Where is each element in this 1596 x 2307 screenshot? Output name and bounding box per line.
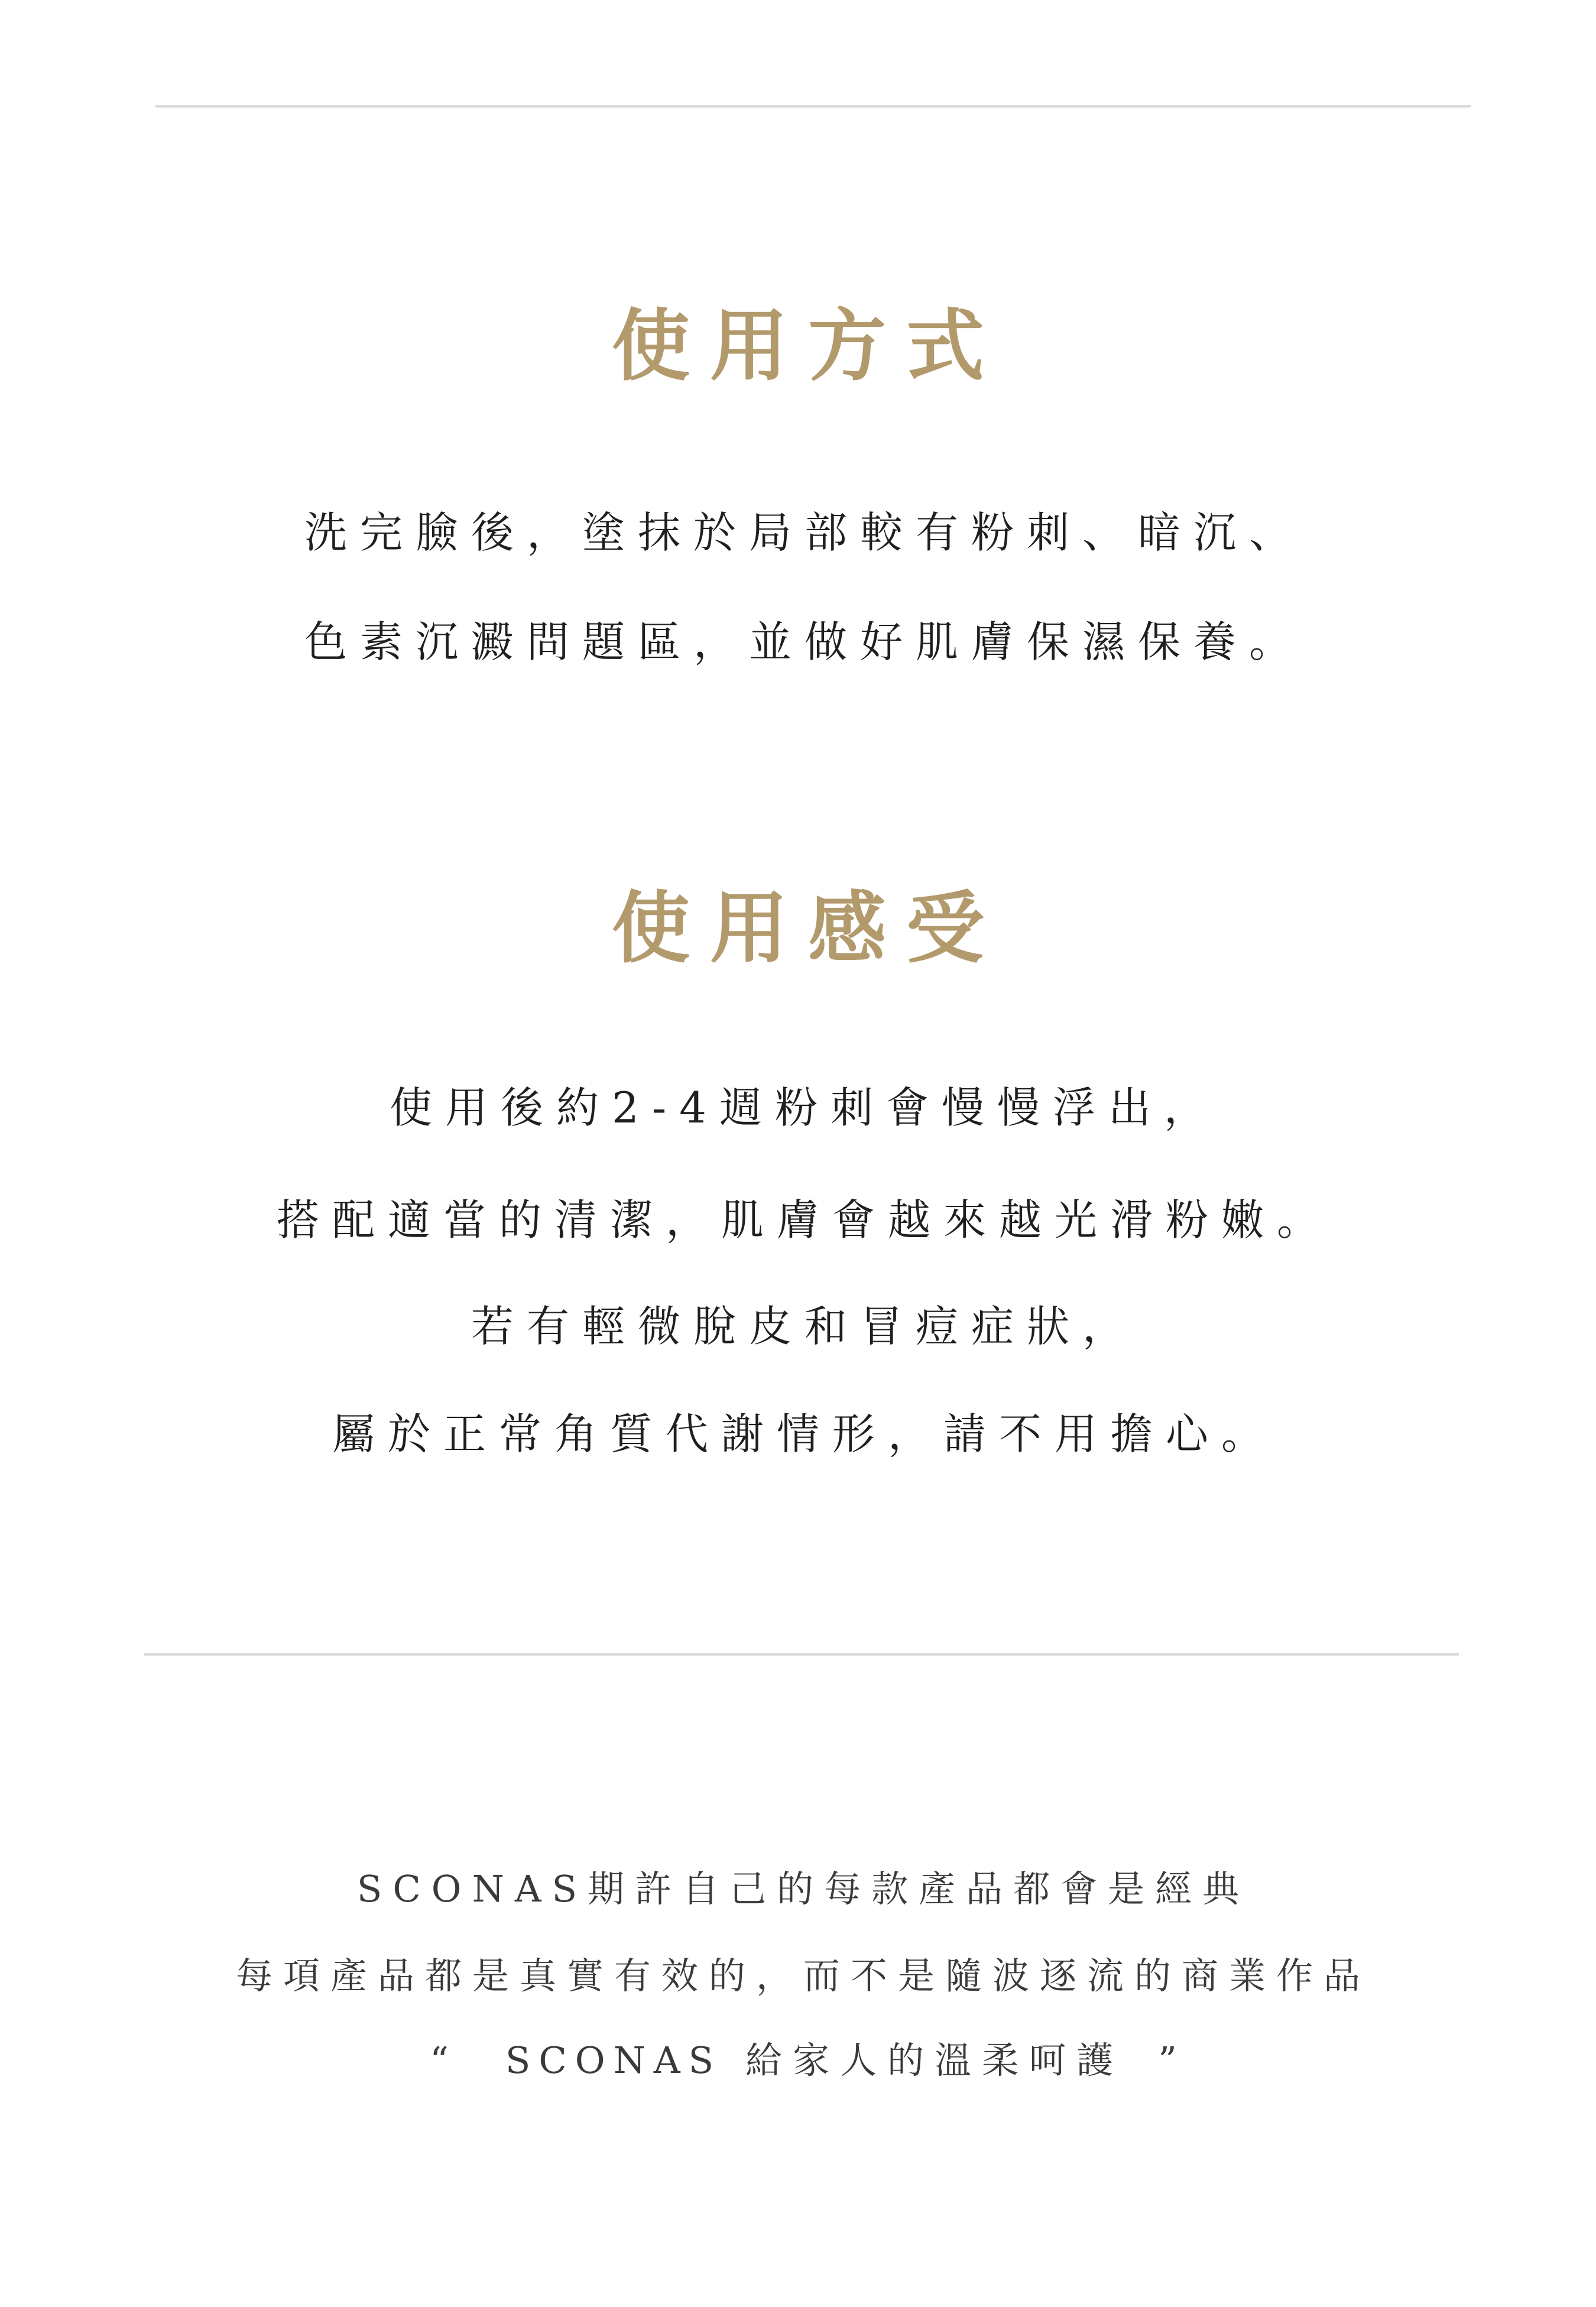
feel-line: 屬於正常角質代謝情形，請不用擔心。 [332,1409,1277,1459]
feel-line: 搭配適當的清潔，肌膚會越來越光滑粉嫩。 [276,1195,1332,1245]
closing-statement: SCONAS期許自己的每款產品都會是經典 [356,1867,1250,1910]
tagline-text: 給家人的溫柔呵護 [745,2039,1124,2082]
middle-divider [144,1653,1459,1656]
feel-line: 若有輕微脫皮和冒痘症狀， [471,1302,1138,1351]
usage-line: 洗完臉後，塗抹於局部較有粉刺、暗沉、 [304,508,1305,557]
closing-statement: 每項產品都是真實有效的，而不是隨波逐流的商業作品 [235,1954,1371,1997]
usage-title: 使用方式 [612,300,1004,392]
top-divider [155,105,1471,108]
feel-line: 使用後約2-4週粉刺會慢慢浮出， [390,1083,1219,1133]
open-quote: “ [430,2039,459,2082]
brand-tagline [0,2039,1596,2082]
brand-name: SCONAS [505,2039,722,2082]
close-quote: ” [1158,2039,1188,2082]
usage-line: 色素沉澱問題區，並做好肌膚保濕保養。 [304,617,1305,667]
feel-title: 使用感受 [612,882,1004,974]
